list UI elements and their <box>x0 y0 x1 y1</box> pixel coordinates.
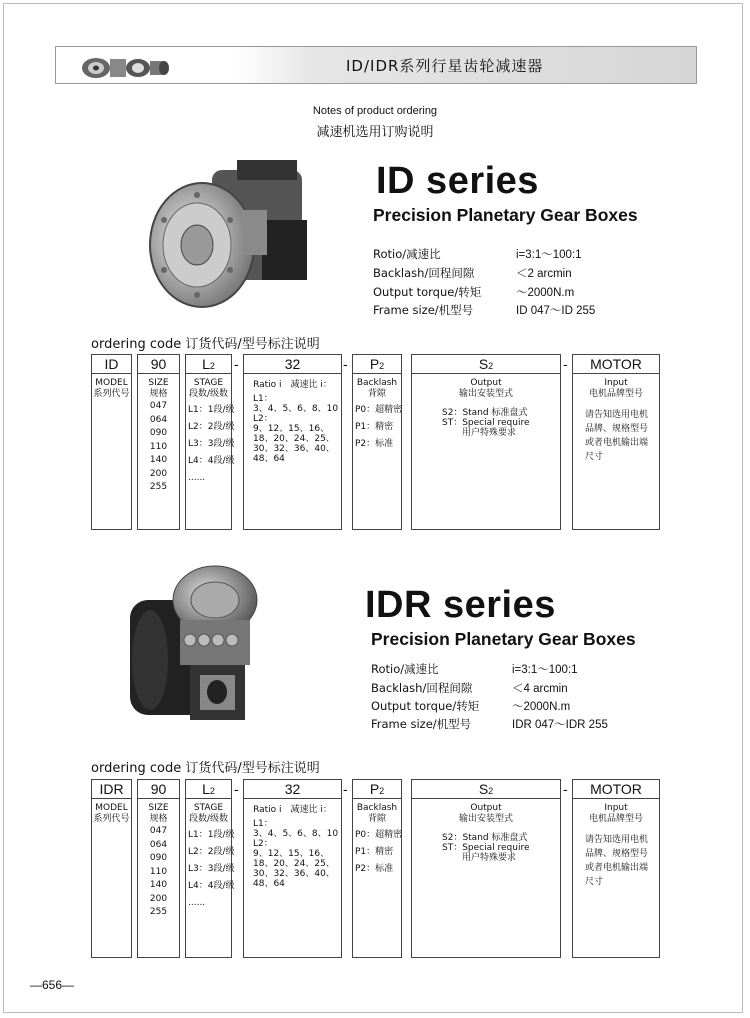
desc-size-box <box>137 373 180 530</box>
stage-item: ...... <box>188 898 206 908</box>
desc-input-en: Input <box>604 378 628 388</box>
ratio-l2-values: 9、12、15、16、 <box>253 424 330 434</box>
stage-item: L1：1段/级 <box>188 405 235 415</box>
ratio-l2-values: 30、32、36、40、 <box>253 869 335 879</box>
code-backlash <box>352 354 402 374</box>
size-value: 140 <box>149 880 168 890</box>
desc-output-en: Output <box>470 803 502 813</box>
ratio-l1-values: 3、4、5、6、8、10 <box>253 404 339 414</box>
code-motor: MOTOR <box>572 354 660 374</box>
desc-model-cn: 系列代号 <box>93 814 130 824</box>
spec-value: ＜4 arcmin <box>512 683 568 695</box>
input-item: 品牌、规格型号 <box>585 849 649 859</box>
size-value: 200 <box>149 468 168 479</box>
desc-input-box <box>572 373 660 530</box>
series-subtitle: Precision Planetary Gear Boxes <box>373 205 638 225</box>
desc-output-box <box>411 373 561 530</box>
output-item: 用户特殊要求 <box>462 428 517 438</box>
code-stage <box>185 354 232 374</box>
spec-value: IDR 047～IDR 255 <box>512 719 608 731</box>
series-title: ID series <box>376 160 539 202</box>
ordering-code-title: ordering code 订货代码/型号标注说明 <box>91 761 320 776</box>
desc-ratio-head: Ratio i 减速比 i： <box>253 380 332 390</box>
output-item: S2：Stand 标准盘式 <box>442 408 528 418</box>
code-ratio: 32 <box>243 779 342 799</box>
output-item: ST：Special require <box>442 418 530 428</box>
backlash-item: P2：标准 <box>355 439 394 449</box>
spec-label: Backlash/回程间隙 <box>373 266 475 280</box>
desc-size-en: SIZE <box>148 378 169 388</box>
code-ratio: 32 <box>243 354 342 374</box>
separator-dash: - <box>234 781 239 797</box>
desc-model-box <box>91 373 132 530</box>
notes-title-cn: 减速机选用订购说明 <box>316 125 434 140</box>
desc-output-cn: 输出安装型式 <box>458 814 513 824</box>
id-gearbox-image <box>142 150 317 320</box>
separator-dash: - <box>343 356 348 372</box>
spec-label: Frame size/机型号 <box>371 717 472 731</box>
desc-model-cn: 系列代号 <box>93 389 130 399</box>
series-title: IDR series <box>365 584 556 626</box>
stage-item: L3：3段/级 <box>188 439 235 449</box>
code-model: IDR <box>91 779 132 799</box>
output-item: 用户特殊要求 <box>462 853 517 863</box>
desc-stage-en: STAGE <box>193 803 224 813</box>
code-size: 90 <box>137 354 180 374</box>
spec-label: Backlash/回程间隙 <box>371 681 473 695</box>
desc-stage-box <box>185 798 235 958</box>
backlash-item: P0：超精密 <box>355 405 403 415</box>
code-output <box>411 779 561 799</box>
ratio-l2-values: 18、20、24、25、 <box>253 434 335 444</box>
size-value: 200 <box>149 893 168 904</box>
ratio-l2-label: L2： <box>253 414 273 424</box>
backlash-item: P1：精密 <box>355 422 394 432</box>
code-output-sub: 2 <box>488 361 494 371</box>
series-subtitle: Precision Planetary Gear Boxes <box>371 629 636 649</box>
size-value: 047 <box>149 401 168 411</box>
separator-dash: - <box>563 356 568 372</box>
stage-item: ...... <box>188 473 206 483</box>
code-output-letter: S <box>478 356 489 372</box>
desc-input-cn: 电机品牌型号 <box>588 389 643 399</box>
output-item: ST：Special require <box>442 843 530 853</box>
size-value: 090 <box>149 428 168 438</box>
input-item: 请告知选用电机 <box>585 410 649 420</box>
code-output-letter: S <box>478 781 489 797</box>
code-size: 90 <box>137 779 180 799</box>
page-number: —656— <box>30 978 75 992</box>
spec-label: Output torque/转矩 <box>371 699 480 713</box>
backlash-item: P2：标准 <box>355 864 394 874</box>
code-stage-letter: L <box>202 781 210 797</box>
spec-label: Rotio/减速比 <box>371 662 439 676</box>
size-value: 140 <box>149 455 168 465</box>
desc-stage-cn: 段数/级数 <box>188 389 229 399</box>
desc-ratio-box <box>243 798 342 958</box>
code-backlash-letter: P <box>369 356 380 372</box>
header-title: ID/IDR系列行星齿轮减速器 <box>346 57 544 75</box>
desc-backlash-box <box>352 798 402 958</box>
desc-size-cn: 规格 <box>149 814 168 824</box>
ratio-l1-label: L1： <box>253 394 273 404</box>
separator-dash: - <box>563 781 568 797</box>
ratio-l2-label: L2： <box>253 839 273 849</box>
desc-backlash-cn: 背隙 <box>367 389 386 399</box>
desc-backlash-en: Backlash <box>356 803 398 813</box>
size-value: 090 <box>149 853 168 863</box>
size-value: 110 <box>149 441 168 452</box>
backlash-item: P1：精密 <box>355 847 394 857</box>
desc-size-en: SIZE <box>148 803 169 813</box>
input-item: 尺寸 <box>585 877 604 887</box>
code-output-sub: 2 <box>488 786 494 796</box>
spec-value: ID 047～ID 255 <box>516 305 596 317</box>
size-value: 064 <box>149 414 168 425</box>
spec-value: i=3:1～100:1 <box>516 249 582 261</box>
spec-value: ＜2 arcmin <box>516 268 572 280</box>
input-item: 尺寸 <box>585 452 604 462</box>
separator-dash: - <box>343 781 348 797</box>
desc-output-cn: 输出安装型式 <box>458 389 513 399</box>
spec-value: ～2000N.m <box>516 287 575 299</box>
desc-backlash-box <box>352 373 402 530</box>
desc-model-box <box>91 798 132 958</box>
spec-label: Frame size/机型号 <box>373 303 474 317</box>
code-backlash <box>352 779 402 799</box>
ratio-l2-values: 18、20、24、25、 <box>253 859 335 869</box>
desc-model-en: MODEL <box>95 378 128 388</box>
size-value: 047 <box>149 826 168 836</box>
ratio-l2-values: 9、12、15、16、 <box>253 849 330 859</box>
spec-value: i=3:1～100:1 <box>512 664 578 676</box>
notes-title-en: Notes of product ordering <box>312 105 438 117</box>
desc-backlash-en: Backlash <box>356 378 398 388</box>
code-stage <box>185 779 232 799</box>
desc-input-en: Input <box>604 803 628 813</box>
spec-value: ～2000N.m <box>512 701 571 713</box>
desc-ratio-head: Ratio i 减速比 i： <box>253 805 332 815</box>
desc-ratio-box <box>243 373 342 530</box>
output-item: S2：Stand 标准盘式 <box>442 833 528 843</box>
gearbox-logo-icon <box>74 51 174 81</box>
stage-item: L4：4段/级 <box>188 456 235 466</box>
desc-input-box <box>572 798 660 958</box>
ratio-l1-values: 3、4、5、6、8、10 <box>253 829 339 839</box>
ratio-l2-values: 30、32、36、40、 <box>253 444 335 454</box>
desc-size-box <box>137 798 180 958</box>
input-item: 请告知选用电机 <box>585 835 649 845</box>
backlash-item: P0：超精密 <box>355 830 403 840</box>
stage-item: L2：2段/级 <box>188 422 235 432</box>
input-item: 或者电机输出端 <box>585 438 649 448</box>
desc-model-en: MODEL <box>95 803 128 813</box>
input-item: 或者电机输出端 <box>585 863 649 873</box>
size-value: 064 <box>149 839 168 850</box>
desc-size-cn: 规格 <box>149 389 168 399</box>
desc-stage-cn: 段数/级数 <box>188 814 229 824</box>
code-motor: MOTOR <box>572 779 660 799</box>
stage-item: L3：3段/级 <box>188 864 235 874</box>
input-item: 品牌、规格型号 <box>585 424 649 434</box>
desc-input-cn: 电机品牌型号 <box>588 814 643 824</box>
idr-gearbox-image <box>120 560 270 732</box>
code-output <box>411 354 561 374</box>
size-value: 255 <box>149 482 168 492</box>
ratio-l2-values: 48、64 <box>253 454 285 464</box>
code-backlash-sub: 2 <box>379 786 385 796</box>
stage-item: L1：1段/级 <box>188 830 235 840</box>
ratio-l1-label: L1： <box>253 819 273 829</box>
code-backlash-letter: P <box>369 781 380 797</box>
size-value: 110 <box>149 866 168 877</box>
desc-stage-en: STAGE <box>193 378 224 388</box>
desc-backlash-cn: 背隙 <box>367 814 386 824</box>
header-bar <box>55 46 697 84</box>
code-model: ID <box>91 354 132 374</box>
ratio-l2-values: 48、64 <box>253 879 285 889</box>
code-stage-sub: 2 <box>209 786 215 796</box>
desc-stage-box <box>185 373 235 530</box>
stage-item: L4：4段/级 <box>188 881 235 891</box>
desc-output-en: Output <box>470 378 502 388</box>
code-backlash-sub: 2 <box>379 361 385 371</box>
code-stage-sub: 2 <box>209 361 215 371</box>
ordering-code-title: ordering code 订货代码/型号标注说明 <box>91 337 320 352</box>
code-stage-letter: L <box>202 356 210 372</box>
spec-label: Rotio/减速比 <box>373 247 441 261</box>
desc-output-box <box>411 798 561 958</box>
stage-item: L2：2段/级 <box>188 847 235 857</box>
size-value: 255 <box>149 907 168 917</box>
spec-label: Output torque/转矩 <box>373 285 482 299</box>
separator-dash: - <box>234 356 239 372</box>
